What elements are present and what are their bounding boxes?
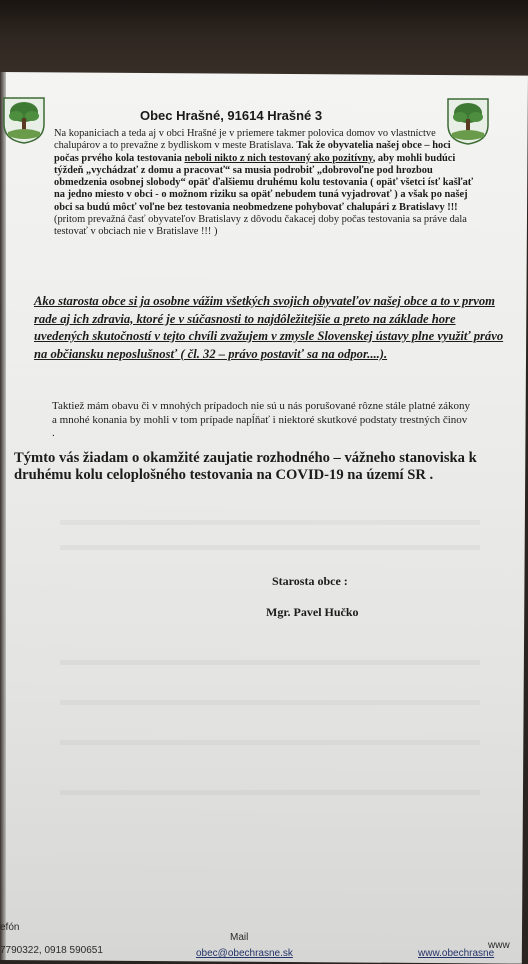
bleed-through-line <box>60 545 480 550</box>
background-desk <box>0 0 528 80</box>
bleed-through-line <box>60 790 480 795</box>
letterhead-title: Obec Hrašné, 91614 Hrašné 3 <box>140 108 323 123</box>
paragraph-concern: Taktiež mám obavu či v mnohých prípadoch nie sú u nás porušované rôzne stále platné zákony a mnohé konania by mohli v tom prípade napĺňať i niektoré skutkové podstaty trestných činov . <box>52 400 471 440</box>
paragraph-situation <box>54 128 478 239</box>
footer-web-link[interactable]: www.obechrasne <box>418 948 495 959</box>
footer-phone-label: efón <box>0 922 20 933</box>
footer-phone-numbers: 7790322, 0918 590651 <box>0 945 103 956</box>
paragraph-situation-intro: Na kopaniciach a teda aj v obci Hrašné je v priemere takmer polovica domov vo vlastníctve chalupárov a to prevažne z bydliskom v meste Bratislava. <box>54 128 436 152</box>
footer-email-link[interactable]: obec@obechrasne.sk <box>196 948 293 959</box>
coat-of-arms-left-icon <box>2 96 46 144</box>
bleed-through-line <box>60 740 480 745</box>
paragraph-situation-note: (pritom prevažná časť obyvateľov Bratislavy z dôvodu čakacej doby počas testovania sa práve dala testovať v obciach nie v Bratislave !!! ) <box>54 214 467 238</box>
paragraph-situation-underlined: neboli nikto z nich testovaný ako pozitívny <box>184 152 373 164</box>
paragraph-civil-disobedience: Ako starosta obce si ja osobne vážim všetkých svojich obyvateľov našej obce a to v prvom rade aj ich zdravia, ktoré je v súčasnosti to najdôležitejšie a preto na základe hore uvedených skutočností v tejto chvíli zvažujem v zmysle Slovenskej ústavy plne využiť právo na občiansku neposlušnosť ( čl. 32 – právo postaviť sa na odpor....). <box>34 294 504 361</box>
footer-web-label: www <box>488 940 510 951</box>
paragraph-situation-bold-end: , aby mohli budúci týždeň „vychádzať z domu a pracovať“ sa musia podrobiť „dobrovoľne pod hrozbou obmedzenia osobnej slobody“ opäť ďalšiemu druhému kolu testovania ( opäť všetci ísť kašľať na jedno miesto v obci - o možnom riziku sa opäť nebudem tuná vyjadrovať ) a však po našej obci sa budú môcť voľne bez testovania neobmedzene pohybovať chalupári z Bratislavy !!! <box>54 152 474 213</box>
bleed-through-line <box>60 660 480 665</box>
paragraph-situation-bold-start: Tak že obyvatelia našej obce – hoci počas prvého kola testovania <box>54 140 451 164</box>
signature-role: Starosta obce : <box>272 574 348 588</box>
bleed-through-line <box>60 700 480 705</box>
footer-mail-label: Mail <box>230 932 249 943</box>
paragraph-request: Týmto vás žiadam o okamžité zaujatie rozhodného – vážneho stanoviska k druhému kolu celoplošného testovania na COVID-19 na území SR . <box>14 450 477 484</box>
signature-name: Mgr. Pavel Hučko <box>266 605 359 619</box>
bleed-through-line <box>60 520 480 525</box>
page-edge-shadow <box>0 72 6 960</box>
